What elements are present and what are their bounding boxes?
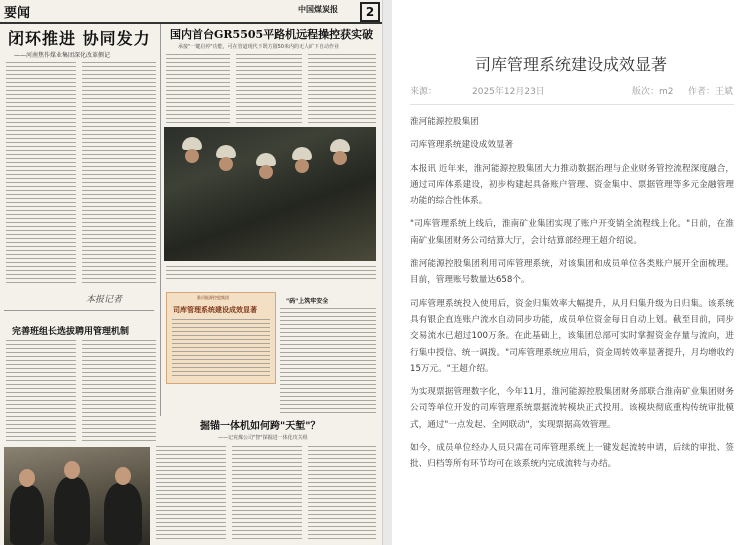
person-shape: [10, 485, 44, 545]
article-reader: [392, 0, 750, 545]
section-label: 要闻: [4, 6, 31, 21]
lead-subhead: ——河南焦作煤业集团深化改革侧记: [14, 52, 111, 59]
column-text: [308, 54, 376, 124]
article-paragraph: 司库管理系统建设成效显著: [410, 140, 514, 151]
column-text: [6, 340, 76, 444]
person-shape: [104, 483, 142, 545]
mid-headline[interactable]: "码"上筑牢安全: [286, 298, 329, 305]
bottom-subhead: ——记兖煤公司"智"探掘进一体化攻关组: [218, 435, 308, 441]
miners-photo[interactable]: [164, 127, 376, 261]
highlighted-article-box[interactable]: [166, 292, 276, 384]
newspaper-name: 中国煤炭报: [298, 4, 338, 14]
column-text: [280, 308, 376, 414]
head-shape: [115, 467, 131, 485]
main-subhead: 承接"一键启停"功能，可在管道现代下既方圆50米内的无人矿下自动作业: [178, 44, 339, 50]
face-shape: [185, 149, 199, 163]
face-shape: [219, 157, 233, 171]
photo-caption: [166, 266, 376, 280]
page-number: 2: [360, 2, 380, 22]
boxed-tag: 淮河能源控股集团: [197, 295, 229, 300]
column-divider: [4, 310, 154, 311]
boxed-headline: 司库管理系统建设成效显著: [173, 306, 257, 314]
left-headline-2[interactable]: 完善班组长选拔聘用管理机制: [12, 327, 130, 337]
column-text: [236, 54, 302, 124]
face-shape: [295, 159, 309, 173]
article-paragraph: "司库管理系统上线后，淮南矿业集团实现了账户开变销全流程线上化。"日前，在淮南矿业集团财务公司结算大厅，会计结算部经理王超介绍说。: [410, 219, 734, 246]
author-label: 作者：王斌: [688, 87, 734, 97]
column-divider: [160, 24, 161, 416]
article-paragraph: 为实现票据管理数字化，今年11月，淮河能源控股集团财务部联合淮南矿业集团财务公司等单位开发的司库管理系统票据流转模块正式投用。该模块彻底重构传统审批模式，通过"一点发起、全网联动"，实现票据高效管理。: [410, 387, 734, 430]
column-text: [232, 446, 302, 542]
boxed-text: [172, 319, 270, 377]
article-body: [410, 114, 734, 480]
column-text: [156, 446, 226, 542]
column-text: [166, 54, 230, 124]
column-text: [308, 446, 376, 542]
article-paragraph: 淮河能源控股集团: [410, 117, 479, 127]
source-label: 来源：: [410, 87, 438, 97]
article-paragraph: 如今，成员单位经办人员只需在司库管理系统上一键发起流转申请，后续的审批、签批、归档等所有环节均可在该系统内完成流转与办结。: [410, 443, 734, 470]
workers-photo[interactable]: [4, 447, 150, 545]
meta-divider: [410, 104, 734, 105]
person-shape: [54, 477, 90, 545]
article-paragraph: 淮河能源控股集团利用司库管理系统，对该集团和成员单位各类账户展开全面梳理。目前，管理账号数量达658个。: [410, 259, 734, 286]
face-shape: [259, 165, 273, 179]
article-paragraph: 本报讯 近年来，淮河能源控股集团大力推动数据治理与企业财务管控流程深度融合，通过司库体系建设，初步构建起具备账户管理、资金集中、票据管理等多元金融管理功能的综合性体系。: [410, 163, 734, 207]
article-meta: [410, 82, 734, 100]
bottom-headline[interactable]: 掘锚一体机如何跨"天堑"？: [200, 421, 321, 432]
column-text: [82, 62, 156, 284]
head-shape: [64, 461, 80, 479]
edition-label: 版次：m2: [632, 87, 674, 97]
lead-headline[interactable]: 闭环推进 协同发力: [8, 29, 151, 48]
newspaper-masthead: [0, 0, 382, 24]
column-text: [82, 340, 156, 444]
article-paragraph: 司库管理系统投入使用后，资金归集效率大幅提升，从月归集升级为日归集。该系统具有银企直连账户流水自动同步功能，成员单位资金每日自动上划。截至目前，同步交易流水已超过100万条。在此基础上，该集团总部可实时掌握资金存量与流向，进行集中授信、统一调拨。"司库管理系统应用后，资金周转效率显著提升，月均增收约15万元。"王超介绍。: [410, 298, 734, 374]
author-signature: 本报记者: [86, 295, 123, 305]
publish-date: 2025年12月23日: [472, 87, 545, 97]
face-shape: [333, 151, 347, 165]
main-headline[interactable]: 国内首台GR5505平路机远程操控获实破: [170, 28, 374, 41]
head-shape: [19, 469, 35, 487]
column-text: [6, 62, 76, 284]
article-title: 司库管理系统建设成效显著: [474, 55, 667, 74]
